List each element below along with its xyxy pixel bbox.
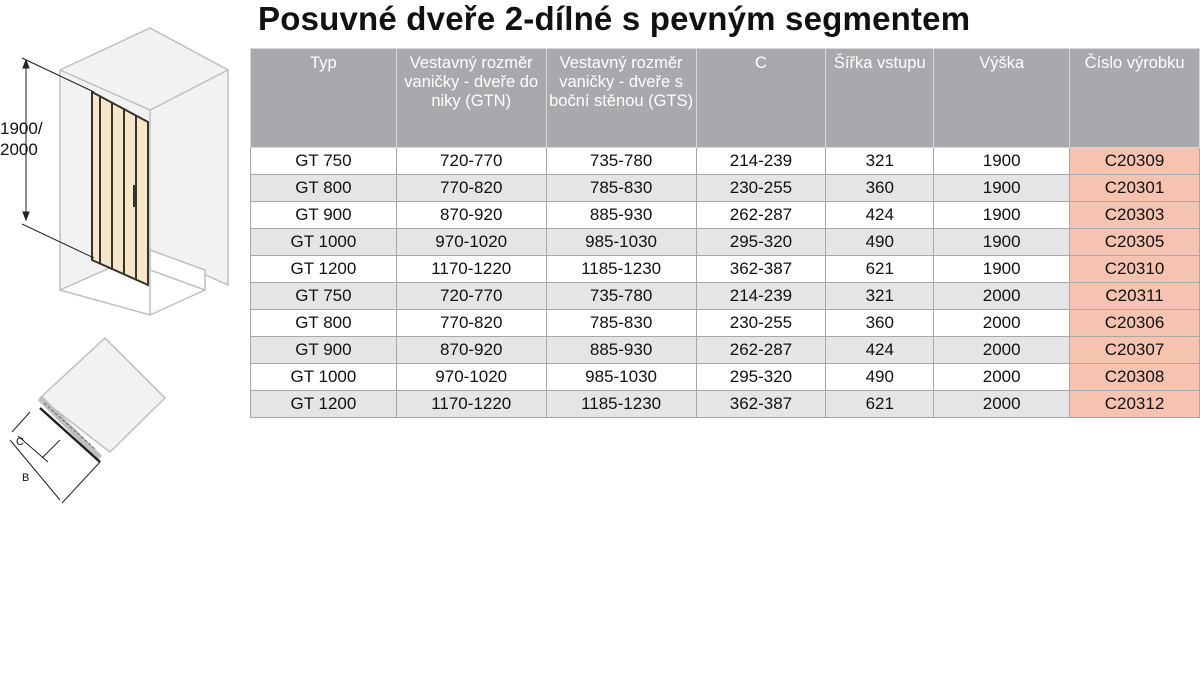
height-label-1900: 1900/ <box>0 119 43 138</box>
cell-c: 262-287 <box>696 202 826 229</box>
cell-c: 295-320 <box>696 364 826 391</box>
cell-cislo-vyrobku: C20312 <box>1070 391 1200 418</box>
cell-gtn: 870-920 <box>396 337 546 364</box>
height-label-2000: 2000 <box>0 140 38 159</box>
cell-gts: 735-780 <box>546 283 696 310</box>
cell-typ: GT 900 <box>251 202 397 229</box>
cell-vyska: 2000 <box>934 283 1070 310</box>
table-row <box>251 256 1200 283</box>
cell-gts: 785-830 <box>546 175 696 202</box>
plan-view <box>10 338 165 503</box>
table-row <box>251 364 1200 391</box>
cell-cislo-vyrobku: C20308 <box>1070 364 1200 391</box>
cell-gts: 1185-1230 <box>546 256 696 283</box>
cell-vyska: 1900 <box>934 229 1070 256</box>
cell-vyska: 2000 <box>934 337 1070 364</box>
table-row <box>251 175 1200 202</box>
product-table <box>250 48 1200 418</box>
cell-gtn: 870-920 <box>396 202 546 229</box>
cell-typ: GT 750 <box>251 283 397 310</box>
cell-vyska: 2000 <box>934 310 1070 337</box>
cell-typ: GT 800 <box>251 175 397 202</box>
header-vyska: Výška <box>934 49 1070 148</box>
cell-cislo-vyrobku: C20301 <box>1070 175 1200 202</box>
header-sirka-vstupu: Šířka vstupu <box>826 49 934 148</box>
cell-typ: GT 1000 <box>251 364 397 391</box>
cell-gtn: 720-770 <box>396 283 546 310</box>
shower-door-illustration <box>0 0 250 520</box>
cell-vyska: 1900 <box>934 202 1070 229</box>
cell-typ: GT 1200 <box>251 256 397 283</box>
cell-gts: 985-1030 <box>546 229 696 256</box>
page-title: Posuvné dveře 2-dílné s pevným segmentem <box>258 0 971 37</box>
table-row <box>251 283 1200 310</box>
cell-gtn: 720-770 <box>396 148 546 175</box>
cell-gts: 985-1030 <box>546 364 696 391</box>
door-panel <box>92 92 148 285</box>
cell-typ: GT 1000 <box>251 229 397 256</box>
header-gts: Vestavný rozměr vaničky - dveře s boční stěnou (GTS) <box>546 49 696 148</box>
cell-typ: GT 900 <box>251 337 397 364</box>
cell-vyska: 1900 <box>934 148 1070 175</box>
cell-sirka-vstupu: 621 <box>826 256 934 283</box>
cell-sirka-vstupu: 321 <box>826 148 934 175</box>
dimension-label-b: B <box>22 472 30 484</box>
cell-gtn: 1170-1220 <box>396 256 546 283</box>
cell-sirka-vstupu: 621 <box>826 391 934 418</box>
table-row <box>251 391 1200 418</box>
cell-gts: 885-930 <box>546 337 696 364</box>
cell-c: 262-287 <box>696 337 826 364</box>
cell-sirka-vstupu: 321 <box>826 283 934 310</box>
cell-cislo-vyrobku: C20303 <box>1070 202 1200 229</box>
cell-gtn: 770-820 <box>396 175 546 202</box>
cell-c: 230-255 <box>696 175 826 202</box>
cell-typ: GT 1200 <box>251 391 397 418</box>
cell-gts: 785-830 <box>546 310 696 337</box>
cell-cislo-vyrobku: C20310 <box>1070 256 1200 283</box>
table-row <box>251 229 1200 256</box>
cell-vyska: 1900 <box>934 256 1070 283</box>
table-row <box>251 337 1200 364</box>
dimension-label-c: C <box>16 436 24 448</box>
cell-vyska: 2000 <box>934 364 1070 391</box>
cell-c: 362-387 <box>696 391 826 418</box>
cell-c: 295-320 <box>696 229 826 256</box>
cell-c: 214-239 <box>696 148 826 175</box>
cell-sirka-vstupu: 490 <box>826 229 934 256</box>
table-row <box>251 310 1200 337</box>
cell-gtn: 770-820 <box>396 310 546 337</box>
header-typ: Typ <box>251 49 397 148</box>
cell-c: 214-239 <box>696 283 826 310</box>
cell-cislo-vyrobku: C20305 <box>1070 229 1200 256</box>
cell-vyska: 2000 <box>934 391 1070 418</box>
cell-c: 362-387 <box>696 256 826 283</box>
cell-gts: 1185-1230 <box>546 391 696 418</box>
header-gtn: Vestavný rozměr vaničky - dveře do niky (GTN) <box>396 49 546 148</box>
cell-typ: GT 800 <box>251 310 397 337</box>
table-header-row <box>251 49 1200 148</box>
table-row <box>251 148 1200 175</box>
cell-sirka-vstupu: 424 <box>826 337 934 364</box>
header-c: C <box>696 49 826 148</box>
cell-gts: 735-780 <box>546 148 696 175</box>
cell-sirka-vstupu: 424 <box>826 202 934 229</box>
cell-gtn: 970-1020 <box>396 229 546 256</box>
cell-sirka-vstupu: 360 <box>826 175 934 202</box>
header-cislo-vyrobku: Číslo výrobku <box>1070 49 1200 148</box>
cell-sirka-vstupu: 490 <box>826 364 934 391</box>
cell-gtn: 1170-1220 <box>396 391 546 418</box>
cell-cislo-vyrobku: C20307 <box>1070 337 1200 364</box>
cell-gtn: 970-1020 <box>396 364 546 391</box>
cell-vyska: 1900 <box>934 175 1070 202</box>
cell-cislo-vyrobku: C20309 <box>1070 148 1200 175</box>
cell-gts: 885-930 <box>546 202 696 229</box>
table-row <box>251 202 1200 229</box>
cell-typ: GT 750 <box>251 148 397 175</box>
cell-cislo-vyrobku: C20311 <box>1070 283 1200 310</box>
cell-c: 230-255 <box>696 310 826 337</box>
cell-cislo-vyrobku: C20306 <box>1070 310 1200 337</box>
cell-sirka-vstupu: 360 <box>826 310 934 337</box>
